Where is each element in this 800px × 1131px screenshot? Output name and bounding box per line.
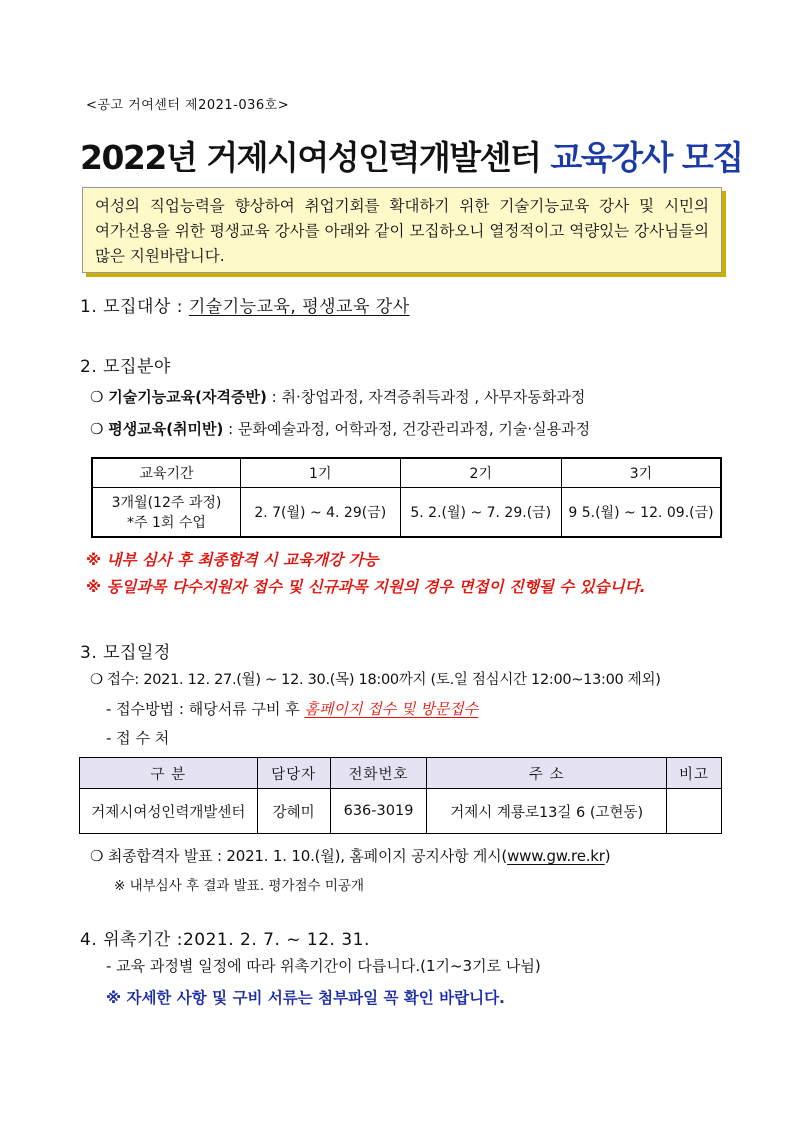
note-internal-review: ※ 내부 심사 후 최종합격 시 교육개강 가능: [86, 551, 379, 569]
section2-item-lifelong: [90, 418, 590, 439]
method-prefix: - 접수방법 : 해당서류 구비 후: [106, 700, 305, 718]
table-header-row: [92, 458, 721, 488]
section1-heading: [80, 292, 410, 317]
table-header-row: [80, 758, 722, 789]
section2-item-skill: [90, 386, 585, 407]
final-announcement: [90, 845, 610, 866]
section1-label: 1. 모집대상 :: [80, 297, 189, 317]
reception-place-label: - 접 수 처: [106, 729, 170, 747]
reception-period: ❍ 접수: 2021. 12. 27.(월) ~ 12. 30.(목) 18:00까지 (토.일 점심시간 12:00~13:00 제외): [90, 672, 661, 688]
bullet-icon: ❍: [90, 420, 104, 438]
table-header: 3기: [561, 458, 721, 488]
announce-note: ※ 내부심사 후 결과 발표. 평가점수 미공개: [114, 878, 365, 894]
section2-heading: 2. 모집분야: [80, 357, 171, 377]
table-cell-period: [92, 488, 241, 538]
table-cell: 2. 7(월) ~ 4. 29(금): [241, 488, 401, 538]
page-title: [80, 132, 743, 179]
table-header: 전화번호: [330, 758, 427, 789]
section1-value: 기술기능교육, 평생교육 강사: [188, 297, 410, 317]
table-cell: 636-3019: [330, 789, 427, 834]
section4-heading: 4. 위촉기간 :2021. 2. 7. ~ 12. 31.: [80, 930, 370, 950]
item-name: 평생교육(취미반): [108, 420, 224, 438]
item-name: 기술기능교육(자격증반): [108, 388, 267, 406]
bullet-icon: ❍: [90, 388, 104, 406]
table-header: 담당자: [257, 758, 330, 789]
intro-box: 여성의 직업능력을 향상하여 취업기회를 확대하기 위한 기술기능교육 강사 및 시민의 여가선용을 위한 평생교육 강사를 아래와 같이 모집하오니 열정적이고 역량있는 강사님들의 많은 지원바랍니다.: [82, 187, 722, 273]
announce-suffix: ): [604, 847, 611, 865]
table-cell: 거제시여성인력개발센터: [80, 789, 258, 834]
note-interview: ※ 동일과목 다수지원자 접수 및 신규과목 지원의 경우 면접이 진행될 수 있습니다.: [86, 578, 646, 596]
section4-sub: - 교육 과정별 일정에 따라 위촉기간이 다릅니다.(1기~3기로 나뉨): [106, 957, 541, 975]
table-cell: 5. 2.(월) ~ 7. 29.(금): [400, 488, 561, 538]
table-cell: 9 5.(월) ~ 12. 09.(금): [561, 488, 721, 538]
reception-table: [79, 757, 722, 834]
period-line1: 3개월(12주 과정): [111, 495, 222, 511]
table-header: 비고: [667, 758, 722, 789]
item-detail: : 문화예술과정, 어학과정, 건강관리과정, 기술·실용과정: [223, 420, 591, 438]
table-cell: [667, 789, 722, 834]
table-cell: 강혜미: [257, 789, 330, 834]
announce-prefix: ❍ 최종합격자 발표 : 2021. 1. 10.(월), 홈페이지 공지사항 게시(: [90, 847, 508, 865]
table-header: 교육기간: [92, 458, 241, 488]
period-line2: *주 1회 수업: [127, 515, 206, 531]
schedule-table: [91, 457, 722, 538]
table-header: 1기: [241, 458, 401, 488]
table-header: 구 분: [80, 758, 258, 789]
method-link[interactable]: 홈페이지 접수 및 방문접수: [304, 700, 479, 718]
table-row: [92, 488, 721, 538]
section3-heading: 3. 모집일정: [80, 643, 171, 663]
notice-number: <공고 거여센터 제2021-036호>: [86, 98, 290, 113]
reception-method: [106, 698, 478, 719]
title-highlight: 교육강사 모집: [550, 138, 743, 177]
website-link[interactable]: www.gw.re.kr: [507, 847, 605, 865]
table-header: 주 소: [427, 758, 667, 789]
table-header: 2기: [400, 458, 561, 488]
item-detail: : 취·창업과정, 자격증취득과정 , 사무자동화과정: [266, 388, 586, 406]
section4-note: ※ 자세한 사항 및 구비 서류는 첨부파일 꼭 확인 바랍니다.: [106, 989, 505, 1007]
table-row: [80, 789, 722, 834]
title-main: 2022년 거제시여성인력개발센터: [80, 138, 541, 177]
table-cell: 거제시 계룡로13길 6 (고현동): [427, 789, 667, 834]
